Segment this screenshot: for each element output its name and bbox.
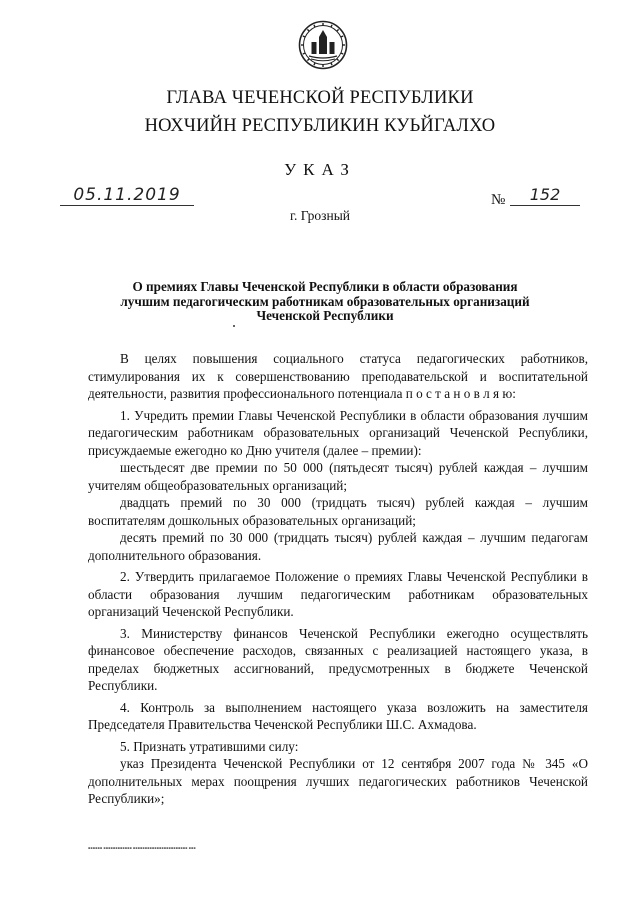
title-line: Чеченской Республики (256, 308, 394, 323)
number-sign: № (491, 192, 506, 208)
scan-footer-microtext: ▪▪▪▪▪▪ ▪▪▪▪▪▪▪▪▪▪▪▪ ▪▪▪▪▪▪▪▪▪▪▪▪▪▪▪▪▪▪▪▪▪▪▪ ▪▪▪ (88, 846, 196, 850)
clause-1-paragraph: 1. Учредить премии Главы Чеченской Республики в области образования лучшим педагогическим работникам образовательных организаций Чеченской Республики, присуждаемые ежегодно ко Дню учителя (далее – премии): (88, 407, 588, 458)
title-line: лучшим педагогическим работникам образовательных организаций (120, 293, 530, 309)
preamble-paragraph: В целях повышения социального статуса педагогических работников, стимулирования их к совершенствованию преподавательской и воспитательной деятельности, развития профессионального потенциала п о с т а н о в л я ю: (88, 351, 588, 401)
document-body (88, 350, 588, 808)
clause-1-item: десять премий по 30 000 (тридцать тысяч) рублей каждая – лучшим педагогам дополнительного образования. (88, 530, 588, 563)
document-date: 05.11.2019 (60, 185, 194, 206)
issuer-title-chechen: НОХЧИЙН РЕСПУБЛИКИН КУЬЙГАЛХО (144, 116, 496, 136)
clause-1-item: шестьдесят две премии по 50 000 (пятьдесят тысяч) рублей каждая – лучшим учителям общеобразовательных организаций; (88, 460, 588, 493)
clause-5-item: указ Президента Чеченской Республики от 12 сентября 2007 года № 345 «О дополнительных мерах поощрения лучших педагогических работников Чеченской Республики»; (88, 756, 588, 806)
clause-5-paragraph: 5. Признать утратившими силу: (120, 738, 299, 754)
clause-2-paragraph: 2. Утвердить прилагаемое Положение о премиях Главы Чеченской Республики в области образования лучшим педагогическим работникам образовательных организаций Чеченской Республики. (88, 569, 588, 619)
document-title (80, 280, 570, 324)
document-number: 152 (510, 185, 580, 206)
document-city: г. Грозный (289, 208, 351, 223)
document-type: УКАЗ (284, 160, 356, 179)
coat-of-arms-emblem-icon (298, 20, 348, 70)
clause-3-paragraph: 3. Министерству финансов Чеченской Республики ежегодно осуществлять финансовое обеспечение расходов, связанных с реализацией настоящего указа, в пределах бюджетных ассигнований, предусмотренных в бюджете Чеченской Республики. (88, 625, 588, 693)
title-line: О премиях Главы Чеченской Республики в области образования (132, 279, 518, 294)
issuer-title-russian: ГЛАВА ЧЕЧЕНСКОЙ РЕСПУБЛИКИ (166, 88, 474, 108)
scan-mark (233, 325, 235, 327)
clause-4-paragraph: 4. Контроль за выполнением настоящего указа возложить на заместителя Председателя Правительства Чеченской Республики Ш.С. Ахмадова. (88, 699, 588, 732)
clause-1-item: двадцать премий по 30 000 (тридцать тысяч) рублей каждая – лучшим воспитателям дошкольных образовательных организаций; (88, 495, 588, 528)
